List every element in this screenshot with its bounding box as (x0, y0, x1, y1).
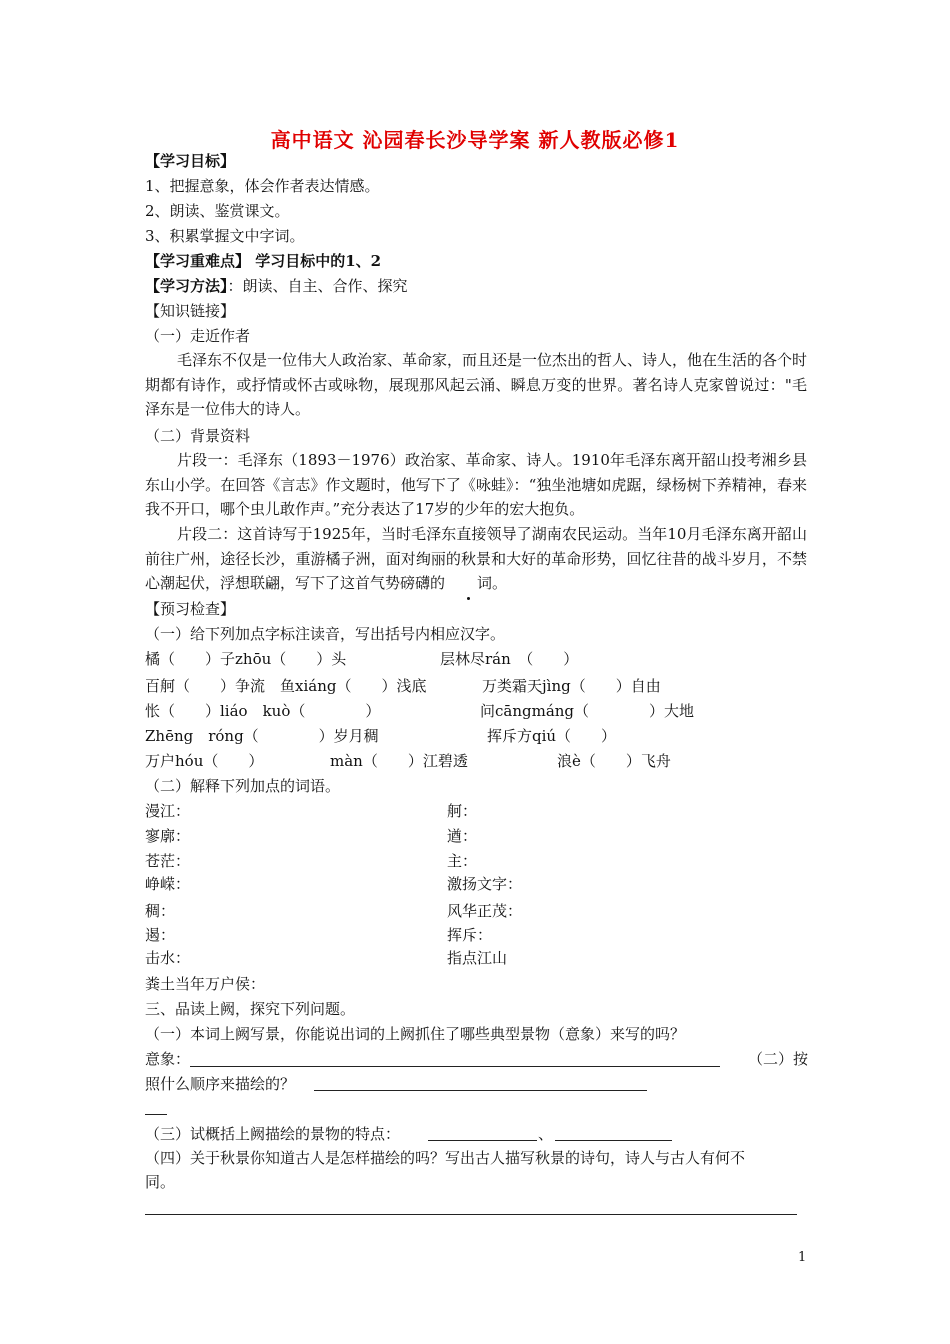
fragment-2-text: 片段二：这首诗写于1925年，当时毛泽东直接领导了湖南农民运动。当年10月毛泽东离开韶山前往广州，途径长沙，重游橘子洲，面对绚丽的秋景和大好的革命形势，回忆往昔的战斗岁月，不禁心潮起伏，浮想联翩，写下了这首气势磅礴的 (145, 525, 807, 592)
background-section-title: （二）背景资料 (145, 427, 251, 445)
imagery-label: 意象： (145, 1050, 191, 1068)
term-right: 遒： (447, 827, 478, 845)
section-3-question-1: （一）本词上阙写景，你能说出词的上阙抓住了哪些典型景物（意象）来写的吗？ (145, 1025, 686, 1043)
page-number: 1 (798, 1250, 807, 1265)
poem-answer-line (145, 1214, 797, 1215)
background-fragment-1: 片段一：毛泽东（1893－1976）政治家、革命家、诗人。1910年毛泽东离开韶山投考湘乡县东山小学。在回答《言志》作文题时，他写下了《咏蛙》：“独坐池塘如虎踞，绿杨树下养精神，春来我不开口，哪个虫儿敢作声。”充分表达了17岁的少年的宏大抱负。 (145, 451, 807, 518)
pinyin-row-5c: 浪è（ ）飞舟 (557, 752, 671, 770)
fragment-2-tail: 。 (492, 574, 508, 592)
feature-separator: 、 (538, 1125, 554, 1143)
term-left: 苍茫： (145, 852, 191, 870)
question-3-label: （三）试概括上阙描绘的景物的特点： (145, 1125, 401, 1143)
feature-answer-line-2 (555, 1140, 672, 1141)
background-fragment-2 (145, 522, 807, 596)
term-left: 稠： (145, 902, 176, 920)
term-last: 粪土当年万户侯： (145, 975, 266, 993)
term-left: 击水： (145, 949, 191, 967)
method-header: 【学习方法】 (145, 277, 228, 295)
author-paragraph: 毛泽东不仅是一位伟大人政治家、革命家，而且还是一位杰出的哲人、诗人，他在生活的各个时期都有诗作，或抒情或怀古或咏物，展现那风起云涌、瞬息万变的世界。著名诗人克家曾说过："毛泽东是一位伟大的诗人。 (145, 351, 808, 418)
term-right: 指点江山 (447, 949, 508, 967)
term-right: 挥斥： (447, 926, 493, 944)
feature-answer-line-1 (428, 1140, 537, 1141)
objective-item: 1、把握意象，体会作者表达情感。 (145, 177, 380, 195)
pinyin-row-5: 万户hóu（ ） (145, 752, 264, 770)
pinyin-row-5b: màn（ ）江碧透 (330, 752, 468, 770)
preview-question-1: （一）给下列加点字标注读音，写出括号内相应汉字。 (145, 625, 506, 643)
pinyin-row-1: 橘（ ）子zhōu（ ）头 (145, 650, 347, 668)
term-right: 风华正茂： (447, 902, 523, 920)
objectives-header: 【学习目标】 (145, 152, 236, 170)
key-points-text: 学习目标中的1、2 (250, 252, 382, 270)
pinyin-row-4b: 挥斥方qiú（ ） (487, 727, 617, 745)
pinyin-row-1b: 层林尽rán （ ） (440, 650, 579, 668)
method-text: ：朗读、自主、合作、探究 (227, 277, 408, 295)
objective-item: 2、朗读、鉴赏课文。 (145, 202, 290, 220)
order-answer-line (314, 1090, 647, 1091)
term-right: 主： (447, 852, 478, 870)
preview-question-2: （二）解释下列加点的词语。 (145, 777, 341, 795)
knowledge-header: 【知识链接】 (145, 302, 236, 320)
question-4-line-1: （四）关于秋景你知道古人是怎样描绘的吗？写出古人描写秋景的诗句，诗人与古人有何不 (145, 1149, 746, 1167)
section-3-header: 三、品读上阙，探究下列问题。 (145, 1000, 356, 1018)
term-right: 舸： (447, 802, 478, 820)
pinyin-row-2b: 万类霜天jìng（ ）自由 (482, 677, 661, 695)
key-points-line (145, 251, 381, 271)
term-left: 遏： (145, 926, 176, 944)
pinyin-row-2: 百舸（ ）争流 鱼xiáng（ ）浅底 (145, 677, 427, 695)
short-answer-line (145, 1114, 167, 1115)
method-line (145, 276, 408, 296)
dotted-char: 词 (445, 571, 492, 596)
pinyin-row-3: 怅（ ）liáo kuò（ ） (145, 702, 381, 720)
term-left: 峥嵘： (145, 875, 191, 893)
page-title: 高中语文 沁园春长沙导学案 新人教版必修1 (270, 128, 680, 152)
term-left: 漫江： (145, 802, 191, 820)
author-section-title: （一）走近作者 (145, 327, 251, 345)
key-points-header: 【学习重难点】 (145, 252, 251, 270)
question-4-line-2: 同。 (145, 1173, 176, 1191)
pinyin-row-3b: 问cāngmáng（ ）大地 (480, 702, 695, 720)
term-right: 激扬文字： (447, 875, 523, 893)
question-2-end: 照什么顺序来描绘的？ (145, 1075, 296, 1093)
objective-item: 3、积累掌握文中字词。 (145, 227, 305, 245)
pinyin-row-4: Zhēng róng（ ）岁月稠 (145, 727, 379, 745)
imagery-answer-line (190, 1066, 720, 1067)
term-left: 寥廓： (145, 827, 191, 845)
question-2-start: （二）按 (748, 1050, 809, 1068)
preview-header: 【预习检查】 (145, 600, 236, 618)
